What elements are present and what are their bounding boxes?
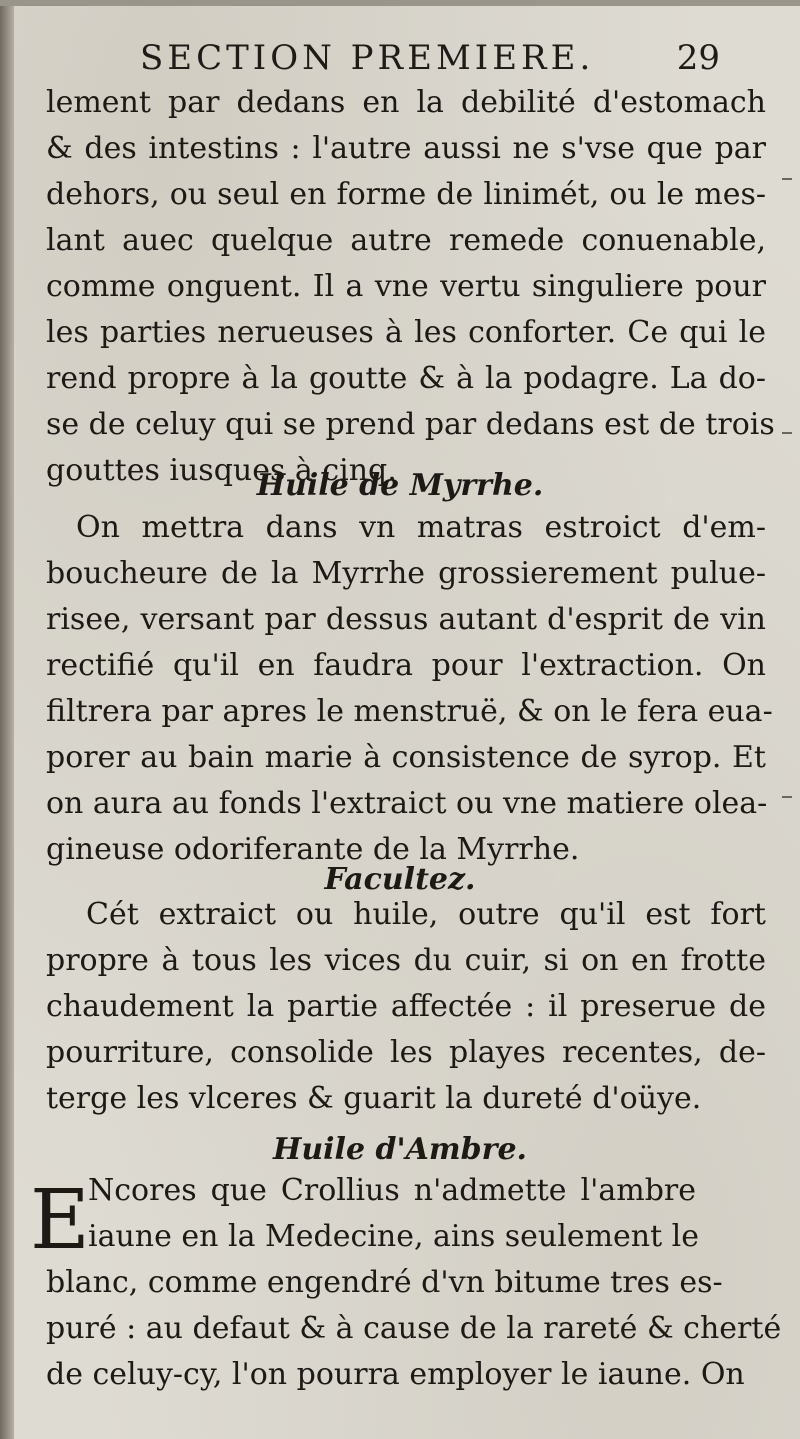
running-head: SECTION PREMIERE. <box>140 38 595 78</box>
text-line: terge les vlceres & guarit la dureté d'oüye. <box>46 1081 702 1116</box>
paragraph-myrrhe <box>46 551 773 873</box>
text-line: gineuse odoriferante de la Myrrhe. <box>46 832 580 867</box>
section-heading-ambre: Huile d'Ambre. <box>273 1132 527 1167</box>
text-line: On mettra dans vn matras estroict d'em- <box>76 510 766 545</box>
section-heading-myrrhe: Huile de Myrrhe. <box>256 468 544 503</box>
text-line: Ncores que Crollius n'admette l'ambre <box>88 1173 696 1208</box>
text-line: porer au bain marie à consistence de syrop. Et <box>46 740 766 775</box>
drop-cap: E <box>30 1173 90 1268</box>
margin-mark <box>782 432 792 434</box>
text-line: pourriture, consolide les playes recentes, de- <box>46 1035 766 1070</box>
paragraph-continued <box>46 80 775 494</box>
text-line: chaudement la partie affectée : il preserue de <box>46 989 766 1024</box>
paragraph-facultez-first-line <box>46 892 766 938</box>
text-line: de celuy-cy, l'on pourra employer le iaune. On <box>46 1357 745 1392</box>
text-line: risee, versant par dessus autant d'esprit de vin <box>46 602 766 637</box>
text-line: on aura au fonds l'extraict ou vne matiere olea- <box>46 786 768 821</box>
text-line: filtrera par apres le menstruë, & on le fera eua- <box>46 694 773 729</box>
text-line: lant auec quelque autre remede conuenable, <box>46 223 766 258</box>
text-line: les parties nerueuses à les conforter. Ce qui le <box>46 315 766 350</box>
text-line: gouttes iusques à cinq. <box>46 453 397 488</box>
text-line: se de celuy qui se prend par dedans est de trois <box>46 407 775 442</box>
page-gutter <box>0 0 14 1439</box>
text-line: dehors, ou seul en forme de linimét, ou le mes- <box>46 177 766 212</box>
text-line: propre à tous les vices du cuir, si on en frotte <box>46 943 766 978</box>
text-line: comme onguent. Il a vne vertu singuliere pour <box>46 269 766 304</box>
text-line: Cét extraict ou huile, outre qu'il est fort <box>86 897 766 932</box>
text-line: rectifié qu'il en faudra pour l'extraction. On <box>46 648 766 683</box>
text-line: puré : au defaut & à cause de la rareté & cherté <box>46 1311 782 1346</box>
paragraph-myrrhe-first-line <box>46 505 766 551</box>
text-line: & des intestins : l'autre aussi ne s'vse que par <box>46 131 766 166</box>
text-line: blanc, comme engendré d'vn bitume tres es- <box>46 1265 723 1300</box>
paragraph-ambre-indented <box>88 1168 700 1260</box>
paragraph-ambre <box>46 1260 782 1398</box>
section-heading-facultez: Facultez. <box>324 862 476 897</box>
text-line: boucheure de la Myrrhe grossierement pulue- <box>46 556 766 591</box>
text-line: rend propre à la goutte & à la podagre. La do- <box>46 361 766 396</box>
text-line: lement par dedans en la debilité d'estomach <box>46 85 766 120</box>
margin-mark <box>782 178 792 180</box>
page-top-edge <box>0 0 800 6</box>
text-line: iaune en la Medecine, ains seulement le <box>88 1219 700 1254</box>
margin-mark <box>782 796 792 798</box>
page-number: 29 <box>676 38 720 78</box>
paragraph-facultez <box>46 938 766 1122</box>
